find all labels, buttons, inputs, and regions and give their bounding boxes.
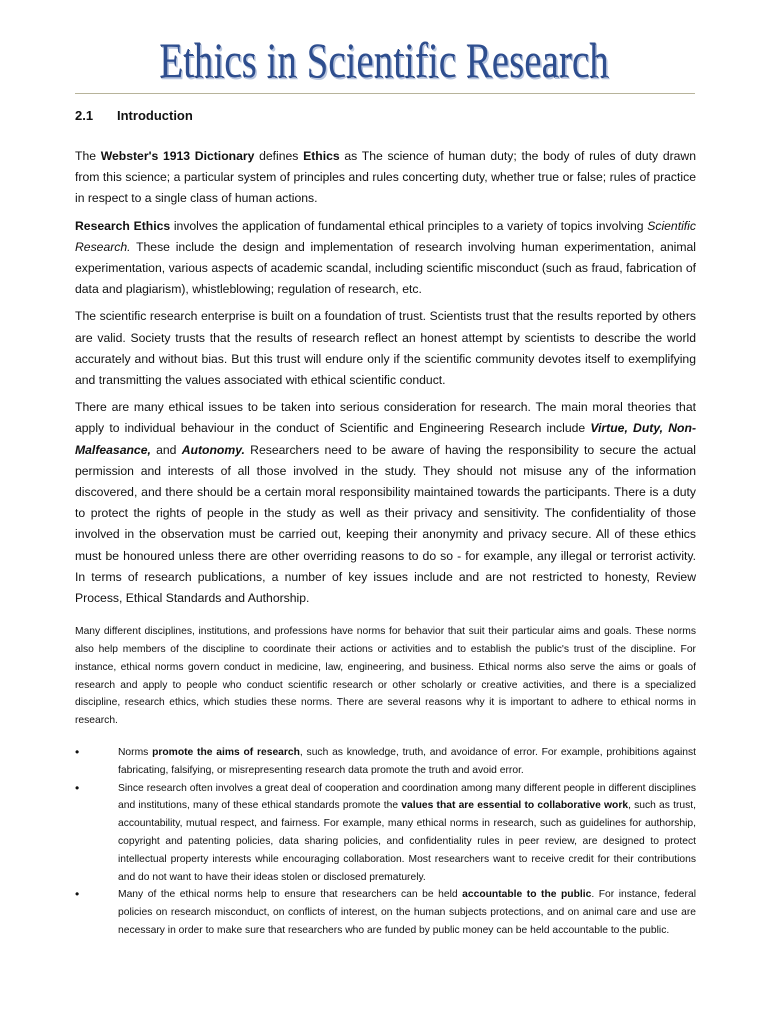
text-run: Researchers need to be aware of having the responsibility to secure the actual permission and interests of all those involved in the study. They should not misuse any of the information discovered, and there should be a certain moral responsibility maintained towards the participants. There is a duty to protect the rights of people in the study as well as their privacy and sensitivity. The confidentiality of those involved in the observation must be carried out, keeping their anonymity and privacy secure. All of these ethics must be honoured unless there are other overriding reasons to do so - for example, any illegal or terrorist activity. In terms of research publications, a number of key issues include and are not restricted to honesty, Review Process, Ethical Standards and Authorship. xyxy=(75,442,696,606)
list-item xyxy=(75,780,696,887)
text-run: There are many ethical issues to be taken into serious consideration for research. The main moral theories that apply to individual behaviour in the conduct of Scientific and Engineering Research include xyxy=(75,400,696,436)
paragraph-norms: Many different disciplines, institutions, and professions have norms for behavior that suit their particular aims and goals. These norms also help members of the discipline to coordinate their actions or activities and to establish the public's trust of the discipline. For instance, ethical norms govern conduct in medicine, law, engineering, and business. Ethical norms also serve the aims or goals of research and apply to people who conduct scientific research or other scholarly or creative activities, and there is a specialized discipline, research ethics, which studies these norms. There are several reasons why it is important to adhere to ethical norms in research. xyxy=(75,626,696,727)
text-run: , such as trust, accountability, mutual respect, and fairness. For example, many ethical norms in research, such as guidelines for authorship, copyright and patenting policies, data sharing policies, and confidentiality rules in peer review, are designed to protect intellectual property interests while encouraging collaboration. Most researchers want to receive credit for their contributions and do not want to have their ideas stolen or disclosed prematurely. xyxy=(118,800,696,883)
list-item xyxy=(75,886,696,939)
text-run: defines xyxy=(254,149,304,163)
list-item xyxy=(75,744,696,780)
text-run-bold: promote the aims of research xyxy=(152,747,300,759)
text-run: and xyxy=(150,442,182,457)
bullet-list xyxy=(75,744,696,940)
text-run: Since research often involves a great deal of cooperation and coordination among many different people in different disciplines and institutions, many of these ethical standards promote the xyxy=(118,782,696,812)
text-run-bold-italic: Autonomy. xyxy=(181,442,245,457)
text-run-bold: values that are essential to collaborative work xyxy=(401,800,629,812)
text-run: These include the design and implementation of research involving human experimentation, animal experimentation, various aspects of academic scandal, including scientific misconduct (such as fraud, fabrication of data and plagiarism), whistleblowing; regulation of research, etc. xyxy=(75,239,696,297)
text-run: Many of the ethical norms help to ensure that researchers can be held xyxy=(118,889,463,901)
paragraph-ethical-issues xyxy=(75,397,696,609)
section-heading xyxy=(75,108,193,123)
text-run: The xyxy=(75,149,101,163)
text-run: Norms xyxy=(118,747,153,759)
bullet-icon: • xyxy=(75,887,80,902)
main-text xyxy=(75,146,696,940)
paragraph-definition xyxy=(75,146,696,210)
text-run-bold: Ethics xyxy=(303,149,340,163)
bullet-icon: • xyxy=(75,780,80,795)
text-run: , such as knowledge, truth, and avoidance of error. For example, prohibitions against fabricating, falsifying, or misrepresenting research data promote the truth and avoid error. xyxy=(118,747,696,776)
text-run-bold-italic: Virtue, Duty, Non-Malfeasance, xyxy=(75,421,696,457)
text-run-italic: Scientific Research. xyxy=(75,218,696,254)
text-run-bold: accountable to the public xyxy=(462,889,592,901)
section-title: Introduction xyxy=(117,108,193,123)
paragraph-research-ethics xyxy=(75,216,696,301)
section-number: 2.1 xyxy=(75,108,94,123)
text-run: . For instance, federal policies on research misconduct, on conflicts of interest, on the human subjects protections, and on animal care and use are necessary in order to make sure that researchers who are funded by public money can be held accountable to the public. xyxy=(118,889,696,937)
bullet-icon: • xyxy=(75,745,80,760)
text-run: as The science of human duty; the body of rules of duty drawn from this science; a particular system of principles and rules concerting duty, whether true or false; rules of practice in respect to a single class of human actions. xyxy=(75,149,697,206)
document-title: Ethics in Scientific Research xyxy=(159,32,609,88)
text-run: involves the application of fundamental ethical principles to a variety of topics involving xyxy=(170,218,648,233)
text-run-bold: Research Ethics xyxy=(75,218,171,233)
text-run-bold: Webster's 1913 Dictionary xyxy=(100,149,255,163)
title-divider xyxy=(75,93,695,94)
paragraph-trust: The scientific research enterprise is built on a foundation of trust. Scientists trust that the results reported by others are valid. Society trusts that the results of research reflect an honest attempt by scientists to describe the world accurately and without bias. But this trust will endure only if the scientific community devotes itself to exemplifying and transmitting the values associated with ethical scientific conduct. xyxy=(75,309,696,388)
